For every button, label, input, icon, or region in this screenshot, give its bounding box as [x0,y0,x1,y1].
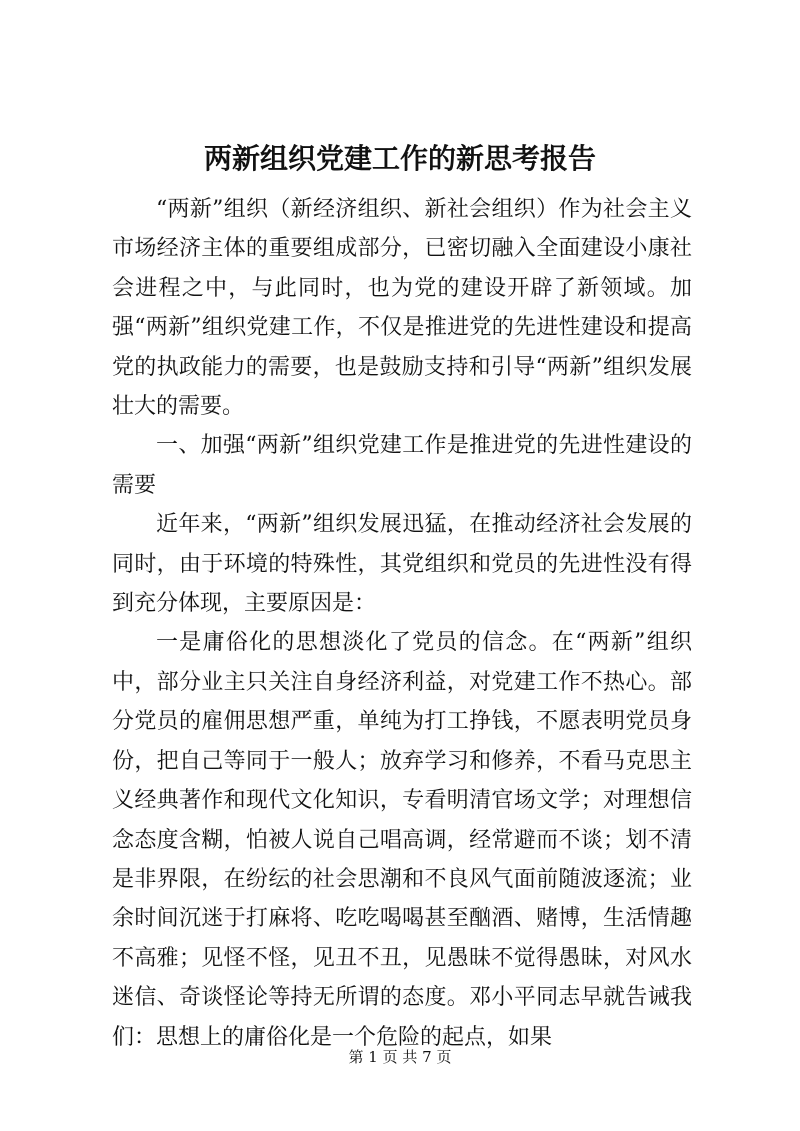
page-footer: 第 1 页 共 7 页 [348,1048,452,1066]
intro-paragraph: “两新”组织（新经济组织、新社会组织）作为社会主义市场经济主体的重要组成部分，已密切融入全面建设小康社会进程之中，与此同时，也为党的建设开辟了新领域。加强“两新”组织党建工作，不仅是推进党的先进性建设和提高党的执政能力的需要，也是鼓励支持和引导“两新”组织发展壮大的需要。 [112,197,692,420]
body-paragraph: 近年来，“两新”组织发展迅猛，在推动经济社会发展的同时，由于环境的特殊性，其党组织和党员的先进性没有得到充分体现，主要原因是： [112,512,692,617]
section-heading: 一、加强“两新”组织党建工作是推进党的先进性建设的需要 [112,433,692,498]
document-title: 两新组织党建工作的新思考报告 [203,142,596,175]
document-body [112,190,692,1057]
body-paragraph: 一是庸俗化的思想淡化了党员的信念。在“两新”组织中，部分业主只关注自身经济利益，对党建工作不热心。部分党员的雇佣思想严重，单纯为打工挣钱，不愿表明党员身份，把自己等同于一般人；放弃学习和修养，不看马克思主义经典著作和现代文化知识，专看明清官场文学；对理想信念态度含糊，怕被人说自己唱高调，经常避而不谈；划不清是非界限，在纷纭的社会思潮和不良风气面前随波逐流；业余时间沉迷于打麻将、吃吃喝喝甚至酗酒、赌博，生活情趣不高雅；见怪不怪，见丑不丑，见愚昧不觉得愚昧，对风水迷信、奇谈怪论等持无所谓的态度。邓小平同志早就告诫我们：思想上的庸俗化是一个危险的起点，如果 [112,630,692,1050]
